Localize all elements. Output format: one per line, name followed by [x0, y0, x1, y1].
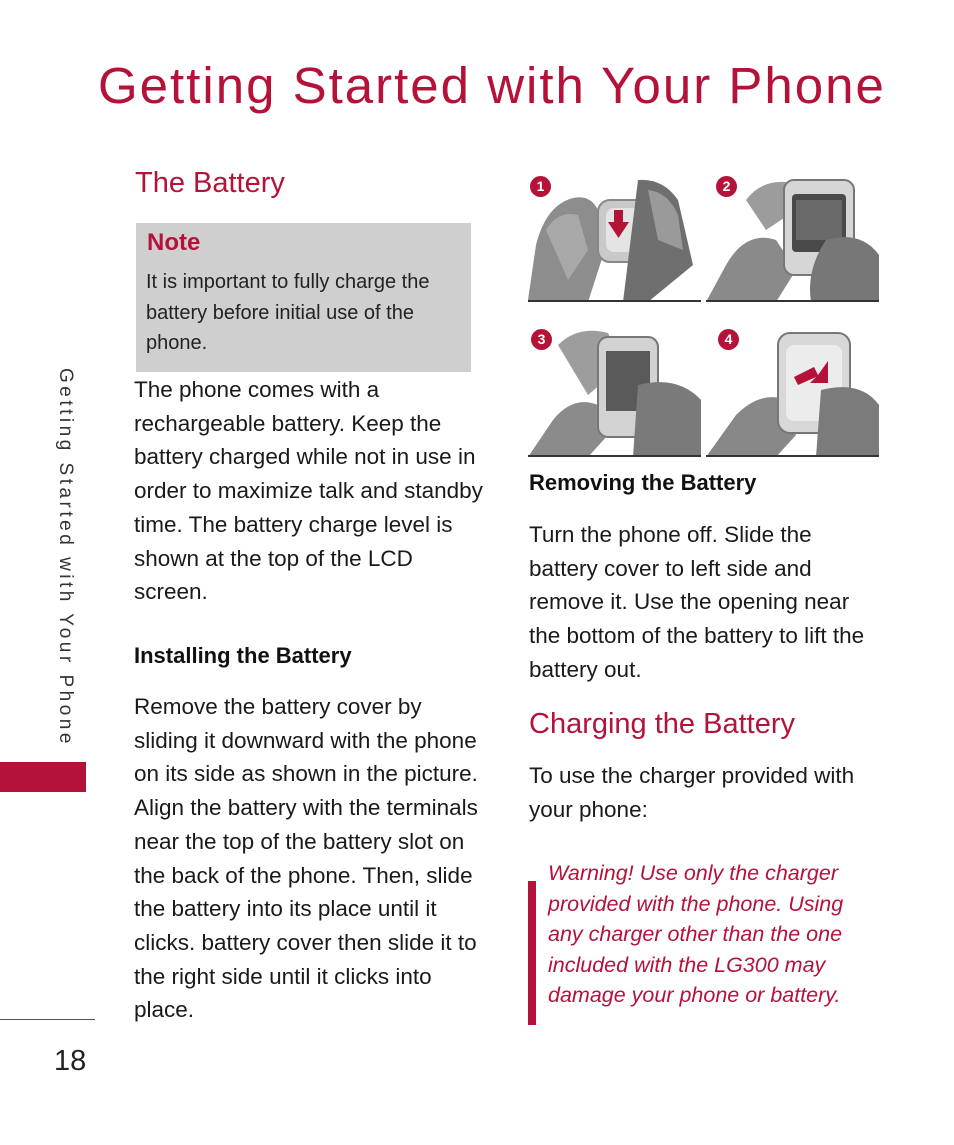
- charging-paragraph: To use the charger provided with your phone:: [529, 763, 855, 822]
- removing-paragraph: Turn the phone off. Slide the battery cover to left side and remove it. Use the opening near the bottom of the battery to lift the battery out.: [529, 522, 865, 682]
- note-box: [136, 223, 471, 372]
- step-4-photo: [706, 325, 879, 458]
- installing-heading: Installing the Battery: [134, 643, 352, 668]
- step-3-photo: [528, 325, 701, 458]
- footer-divider: [0, 1019, 95, 1020]
- section-tab-marker: [0, 762, 86, 792]
- page-number: 18: [54, 1045, 87, 1077]
- installing-paragraph: Remove the battery cover by sliding it downward with the phone on its side as shown in the picture. Align the battery with the terminals near the top of the battery slot on the back of the phone. Then, slide the battery into its place until it clicks. battery cover then slide it to the right side until it clicks into place.: [134, 694, 478, 1023]
- charging-heading: Charging the Battery: [529, 708, 795, 740]
- note-title: Note: [147, 229, 201, 256]
- step-2-photo: [706, 170, 879, 303]
- battery-heading: The Battery: [135, 167, 285, 199]
- removing-heading: Removing the Battery: [529, 470, 757, 495]
- note-text: It is important to fully charge the battery before initial use of the phone.: [146, 271, 430, 354]
- warning-text: Warning! Use only the charger provided with the phone. Using any charger other than the one included with the LG300 may damage your phone or battery.: [548, 861, 844, 1007]
- battery-intro-paragraph: The phone comes with a rechargeable battery. Keep the battery charged while not in use in order to maximize talk and standby time. The battery charge level is shown at the top of the LCD screen.: [134, 377, 483, 605]
- page-title: Getting Started with Your Phone: [98, 57, 886, 114]
- warning-bar: [528, 881, 536, 1025]
- step-badge: 4: [718, 329, 739, 350]
- step-badge: 3: [531, 329, 552, 350]
- step-1-photo: [528, 170, 701, 303]
- battery-steps-figure: [528, 170, 879, 460]
- side-section-label: Getting Started with Your Phone: [55, 368, 76, 747]
- step-badge: 1: [530, 176, 551, 197]
- step-badge: 2: [716, 176, 737, 197]
